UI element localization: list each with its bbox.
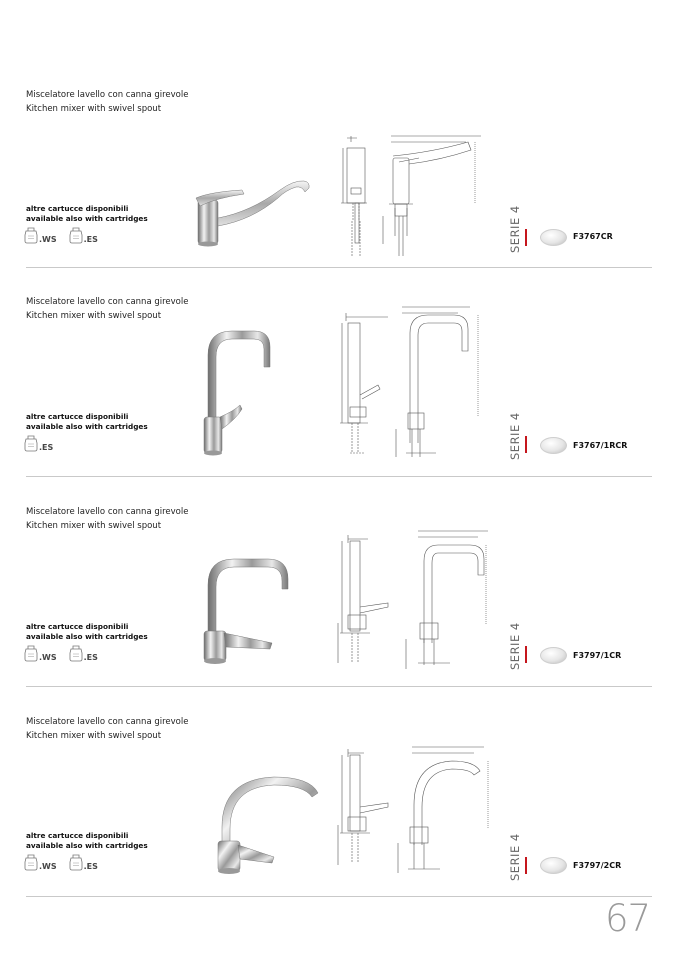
cartridges-title-en: available also with cartridges	[26, 632, 148, 641]
finish-swatch	[540, 437, 567, 454]
title-it: Miscelatore lavello con canna girevole	[26, 507, 189, 517]
serie-label: SERIE 4	[508, 622, 522, 670]
cartridge-options	[24, 645, 98, 662]
product-section-4	[0, 717, 678, 926]
section-divider	[26, 267, 652, 268]
serie-accent	[525, 857, 527, 874]
cartridge-es-label: .ES	[83, 862, 98, 871]
cartridge-options	[24, 854, 98, 871]
cartridge-es-label: .ES	[83, 653, 98, 662]
title-it: Miscelatore lavello con canna girevole	[26, 717, 189, 727]
title-en: Kitchen mixer with swivel spout	[26, 311, 162, 321]
product-code: F3797/2CR	[573, 861, 622, 870]
cartridge-ws	[24, 227, 57, 244]
cartridge-ws-label: .WS	[39, 235, 57, 244]
cartridges-title-it: altre cartucce disponibili	[26, 831, 129, 840]
cartridges-title-en: available also with cartridges	[26, 422, 148, 431]
product-code: F3767CR	[573, 232, 613, 241]
cartridge-es-label: .ES	[83, 235, 98, 244]
technical-drawing	[334, 523, 494, 673]
cartridge-es	[24, 435, 53, 452]
cartridges-title-en: available also with cartridges	[26, 841, 148, 850]
cartridge-icon	[69, 645, 83, 662]
finish-swatch	[540, 647, 567, 664]
cartridges-title-it: altre cartucce disponibili	[26, 204, 129, 213]
serie-accent	[525, 646, 527, 663]
finish-swatch	[540, 857, 567, 874]
technical-drawing	[334, 741, 494, 883]
cartridges-title-it: altre cartucce disponibili	[26, 622, 129, 631]
cartridge-es-label: .ES	[39, 443, 54, 452]
product-photo	[200, 551, 296, 667]
serie-accent	[525, 436, 527, 453]
cartridge-icon	[24, 227, 38, 244]
cartridges-title-it: altre cartucce disponibili	[26, 412, 129, 421]
cartridge-es	[69, 645, 98, 662]
title-en: Kitchen mixer with swivel spout	[26, 521, 162, 531]
title-en: Kitchen mixer with swivel spout	[26, 731, 162, 741]
section-divider	[26, 896, 652, 897]
section-divider	[26, 476, 652, 477]
finish-swatch	[540, 229, 567, 246]
product-section-1	[0, 88, 678, 297]
cartridge-ws	[24, 645, 57, 662]
serie-accent	[525, 229, 527, 246]
cartridges-title-en: available also with cartridges	[26, 214, 148, 223]
cartridge-options	[24, 435, 53, 452]
cartridge-icon	[69, 854, 83, 871]
product-photo	[214, 769, 326, 877]
cartridge-options	[24, 227, 98, 244]
cartridge-ws-label: .WS	[39, 653, 57, 662]
product-code: F3797/1CR	[573, 651, 622, 660]
cartridge-icon	[69, 227, 83, 244]
cartridge-icon	[24, 645, 38, 662]
title-en: Kitchen mixer with swivel spout	[26, 104, 162, 114]
serie-label: SERIE 4	[508, 833, 522, 881]
page-number: 67	[605, 897, 651, 940]
title-it: Miscelatore lavello con canna girevole	[26, 297, 189, 307]
cartridge-icon	[24, 435, 38, 452]
cartridge-ws	[24, 854, 57, 871]
product-photo	[198, 325, 278, 457]
section-divider	[26, 686, 652, 687]
product-code: F3767/1RCR	[573, 441, 628, 450]
cartridge-es	[69, 854, 98, 871]
cartridge-es	[69, 227, 98, 244]
serie-label: SERIE 4	[508, 205, 522, 253]
serie-label: SERIE 4	[508, 412, 522, 460]
product-photo	[190, 168, 315, 248]
cartridge-ws-label: .WS	[39, 862, 57, 871]
product-section-2	[0, 297, 678, 506]
title-it: Miscelatore lavello con canna girevole	[26, 90, 189, 100]
product-section-3	[0, 507, 678, 716]
cartridge-icon	[24, 854, 38, 871]
technical-drawing	[333, 128, 483, 258]
technical-drawing	[336, 303, 486, 463]
